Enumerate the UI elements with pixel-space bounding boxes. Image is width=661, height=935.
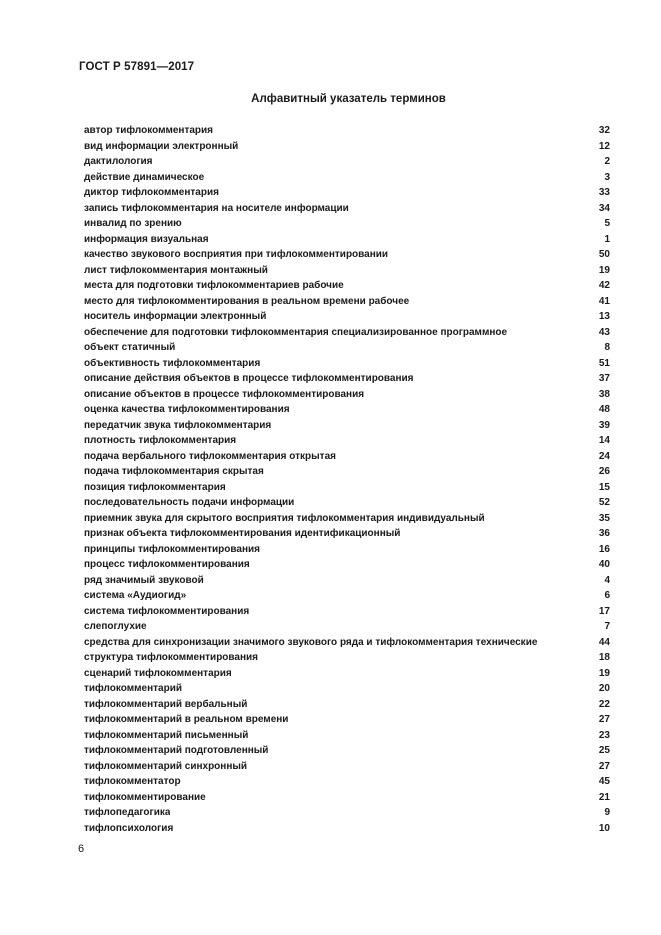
index-entry [84,387,610,403]
index-page-ref: 37 [598,373,610,384]
index-term: последовательность подачи информации [84,497,295,508]
index-page-ref: 20 [598,683,610,694]
index-page-ref: 38 [598,388,610,400]
index-page-ref: 16 [598,543,610,555]
index-term: носитель информации электронный [84,311,267,322]
index-term: сценарий тифлокомментария [84,667,232,679]
index-page-ref: 39 [598,419,610,431]
index-term: признак объекта тифлокомментирования идентификационный [84,528,401,539]
index-entry [84,790,610,806]
index-term: процесс тифлокомментирования [84,559,250,570]
index-page-ref: 23 [598,729,610,741]
index-page-ref: 27 [598,714,610,725]
index-page-ref: 13 [598,311,610,322]
index-entry [84,542,610,558]
index-entry [84,821,610,837]
index-entry [84,309,610,325]
index-entry [84,464,610,480]
index-term: автор тифлокомментария [84,125,214,136]
index-entry [84,449,610,465]
index-term: тифлопедагогика [84,807,171,818]
index-term: тифлокомментарий [84,683,182,694]
index-entry [84,232,610,248]
index-entry [84,557,610,573]
index-page-ref: 14 [598,435,610,446]
index-entry [84,511,610,527]
index-page-ref: 27 [598,760,610,772]
index-term: средства для синхронизации значимого звукового ряда и тифлокомментария технические [84,636,538,648]
index-entry [84,418,610,434]
index-entry [84,650,610,666]
index-page-ref: 7 [604,621,610,632]
index-entry [84,759,610,775]
index-page-ref: 6 [604,590,610,601]
page-number: 6 [78,843,85,855]
index-term: тифлопсихология [84,822,174,834]
index-page-ref: 33 [598,187,610,198]
index-page-ref: 12 [598,140,610,152]
index-term: обеспечение для подготовки тифлокомментария специализированное программное [84,326,508,338]
index-term: инвалид по зрению [84,218,182,229]
index-page-ref: 42 [598,280,610,291]
index-page-ref: 5 [604,218,610,229]
index-term: запись тифлокомментария на носителе информации [84,202,349,214]
index-term: объективность тифлокомментария [84,357,261,369]
index-entry [84,619,610,635]
index-term: информация визуальная [84,233,209,245]
index-page-ref: 36 [598,528,610,539]
index-page-ref: 17 [598,605,610,617]
index-page-ref: 34 [598,202,610,214]
index-page-ref: 1 [604,233,610,245]
index-page-ref: 3 [604,171,610,183]
index-entry [84,588,610,604]
index-page-ref: 9 [604,807,610,818]
index-term: объект статичный [84,342,176,353]
index-entry [84,123,610,139]
index-page-ref: 2 [604,156,610,167]
index-term: принципы тифлокомментирования [84,543,260,555]
index-term: действие динамическое [84,171,205,183]
index-page-ref: 52 [598,497,610,508]
index-term: подача тифлокомментария скрытая [84,466,264,477]
index-term: тифлокомментарий письменный [84,729,249,741]
index-page-ref: 41 [598,295,610,307]
index-page-ref: 44 [598,636,610,648]
index-page-ref: 19 [598,667,610,679]
index-term: система тифлокомментирования [84,605,250,617]
index-page-ref: 4 [604,574,610,586]
index-term: описание объектов в процессе тифлокомментирования [84,388,365,400]
index-term: диктор тифлокомментария [84,187,219,198]
index-entry [84,433,610,449]
index-term: система «Аудиогид» [84,590,187,601]
index-entry [84,697,610,713]
index-entry [84,247,610,263]
index-term: тифлокомментарий в реальном времени [84,714,289,725]
index-title: Алфавитный указатель терминов [251,93,446,105]
index-term: передатчик звука тифлокомментария [84,419,272,431]
index-page-ref: 19 [598,264,610,276]
index-term: тифлокомментирование [84,791,206,803]
index-entry [84,185,610,201]
index-term: место для тифлокомментирования в реальном времени рабочее [84,295,410,307]
index-page-ref: 26 [598,466,610,477]
index-page-ref: 25 [598,745,610,756]
index-entry [84,371,610,387]
index-term: лист тифлокомментария монтажный [84,264,268,276]
index-entry [84,201,610,217]
index-term: плотность тифлокомментария [84,435,237,446]
index-entry [84,480,610,496]
index-entry [84,681,610,697]
index-page-ref: 35 [598,512,610,524]
index-entry [84,216,610,232]
index-page-ref: 50 [598,249,610,260]
index-term: тифлокомментарий вербальный [84,698,248,710]
index-term: тифлокомментатор [84,776,181,787]
index-entry [84,325,610,341]
index-entry [84,495,610,511]
index-entry [84,170,610,186]
index-term: дактилология [84,156,153,167]
index-page-ref: 45 [598,776,610,787]
index-entry [84,604,610,620]
index-page-ref: 15 [598,481,610,493]
index-entry [84,805,610,821]
index-page-ref: 51 [598,357,610,369]
index-term: структура тифлокомментирования [84,652,259,663]
index-entry [84,294,610,310]
index-term: места для подготовки тифлокомментариев рабочие [84,280,344,291]
index-entry [84,666,610,682]
index-term: позиция тифлокомментария [84,481,226,493]
index-page-ref: 21 [598,791,610,803]
index-entry [84,743,610,759]
index-term: тифлокомментарий подготовленный [84,745,269,756]
index-page-ref: 8 [604,342,610,353]
index-entry [84,402,610,418]
index-entry [84,139,610,155]
index-term: вид информации электронный [84,140,239,152]
index-entry [84,340,610,356]
index-page-ref: 10 [598,822,610,834]
index-entry [84,728,610,744]
index-entry [84,278,610,294]
index-entry [84,712,610,728]
index-term: подача вербального тифлокомментария открытая [84,450,336,462]
index-entry [84,774,610,790]
index-page-ref: 18 [598,652,610,663]
index-page-ref: 24 [598,450,610,462]
index-entry [84,356,610,372]
index-term: приемник звука для скрытого восприятия тифлокомментария индивидуальный [84,512,485,524]
index-entry [84,573,610,589]
index-page-ref: 43 [598,326,610,338]
index-page-ref: 22 [598,698,610,710]
index-term: тифлокомментарий синхронный [84,760,248,772]
index-entry [84,154,610,170]
index-term: оценка качества тифлокомментирования [84,404,290,415]
index-entry [84,635,610,651]
index-term: слепоглухие [84,621,147,632]
index-term: качество звукового восприятия при тифлокомментировании [84,249,389,260]
index-entry [84,263,610,279]
index-term: ряд значимый звуковой [84,574,204,586]
index-page-ref: 40 [598,559,610,570]
index-page-ref: 32 [598,125,610,136]
term-index-list [84,123,610,836]
index-entry [84,526,610,542]
index-page-ref: 48 [598,404,610,415]
index-term: описание действия объектов в процессе тифлокомментирования [84,373,414,384]
document-code: ГОСТ Р 57891—2017 [79,61,195,73]
